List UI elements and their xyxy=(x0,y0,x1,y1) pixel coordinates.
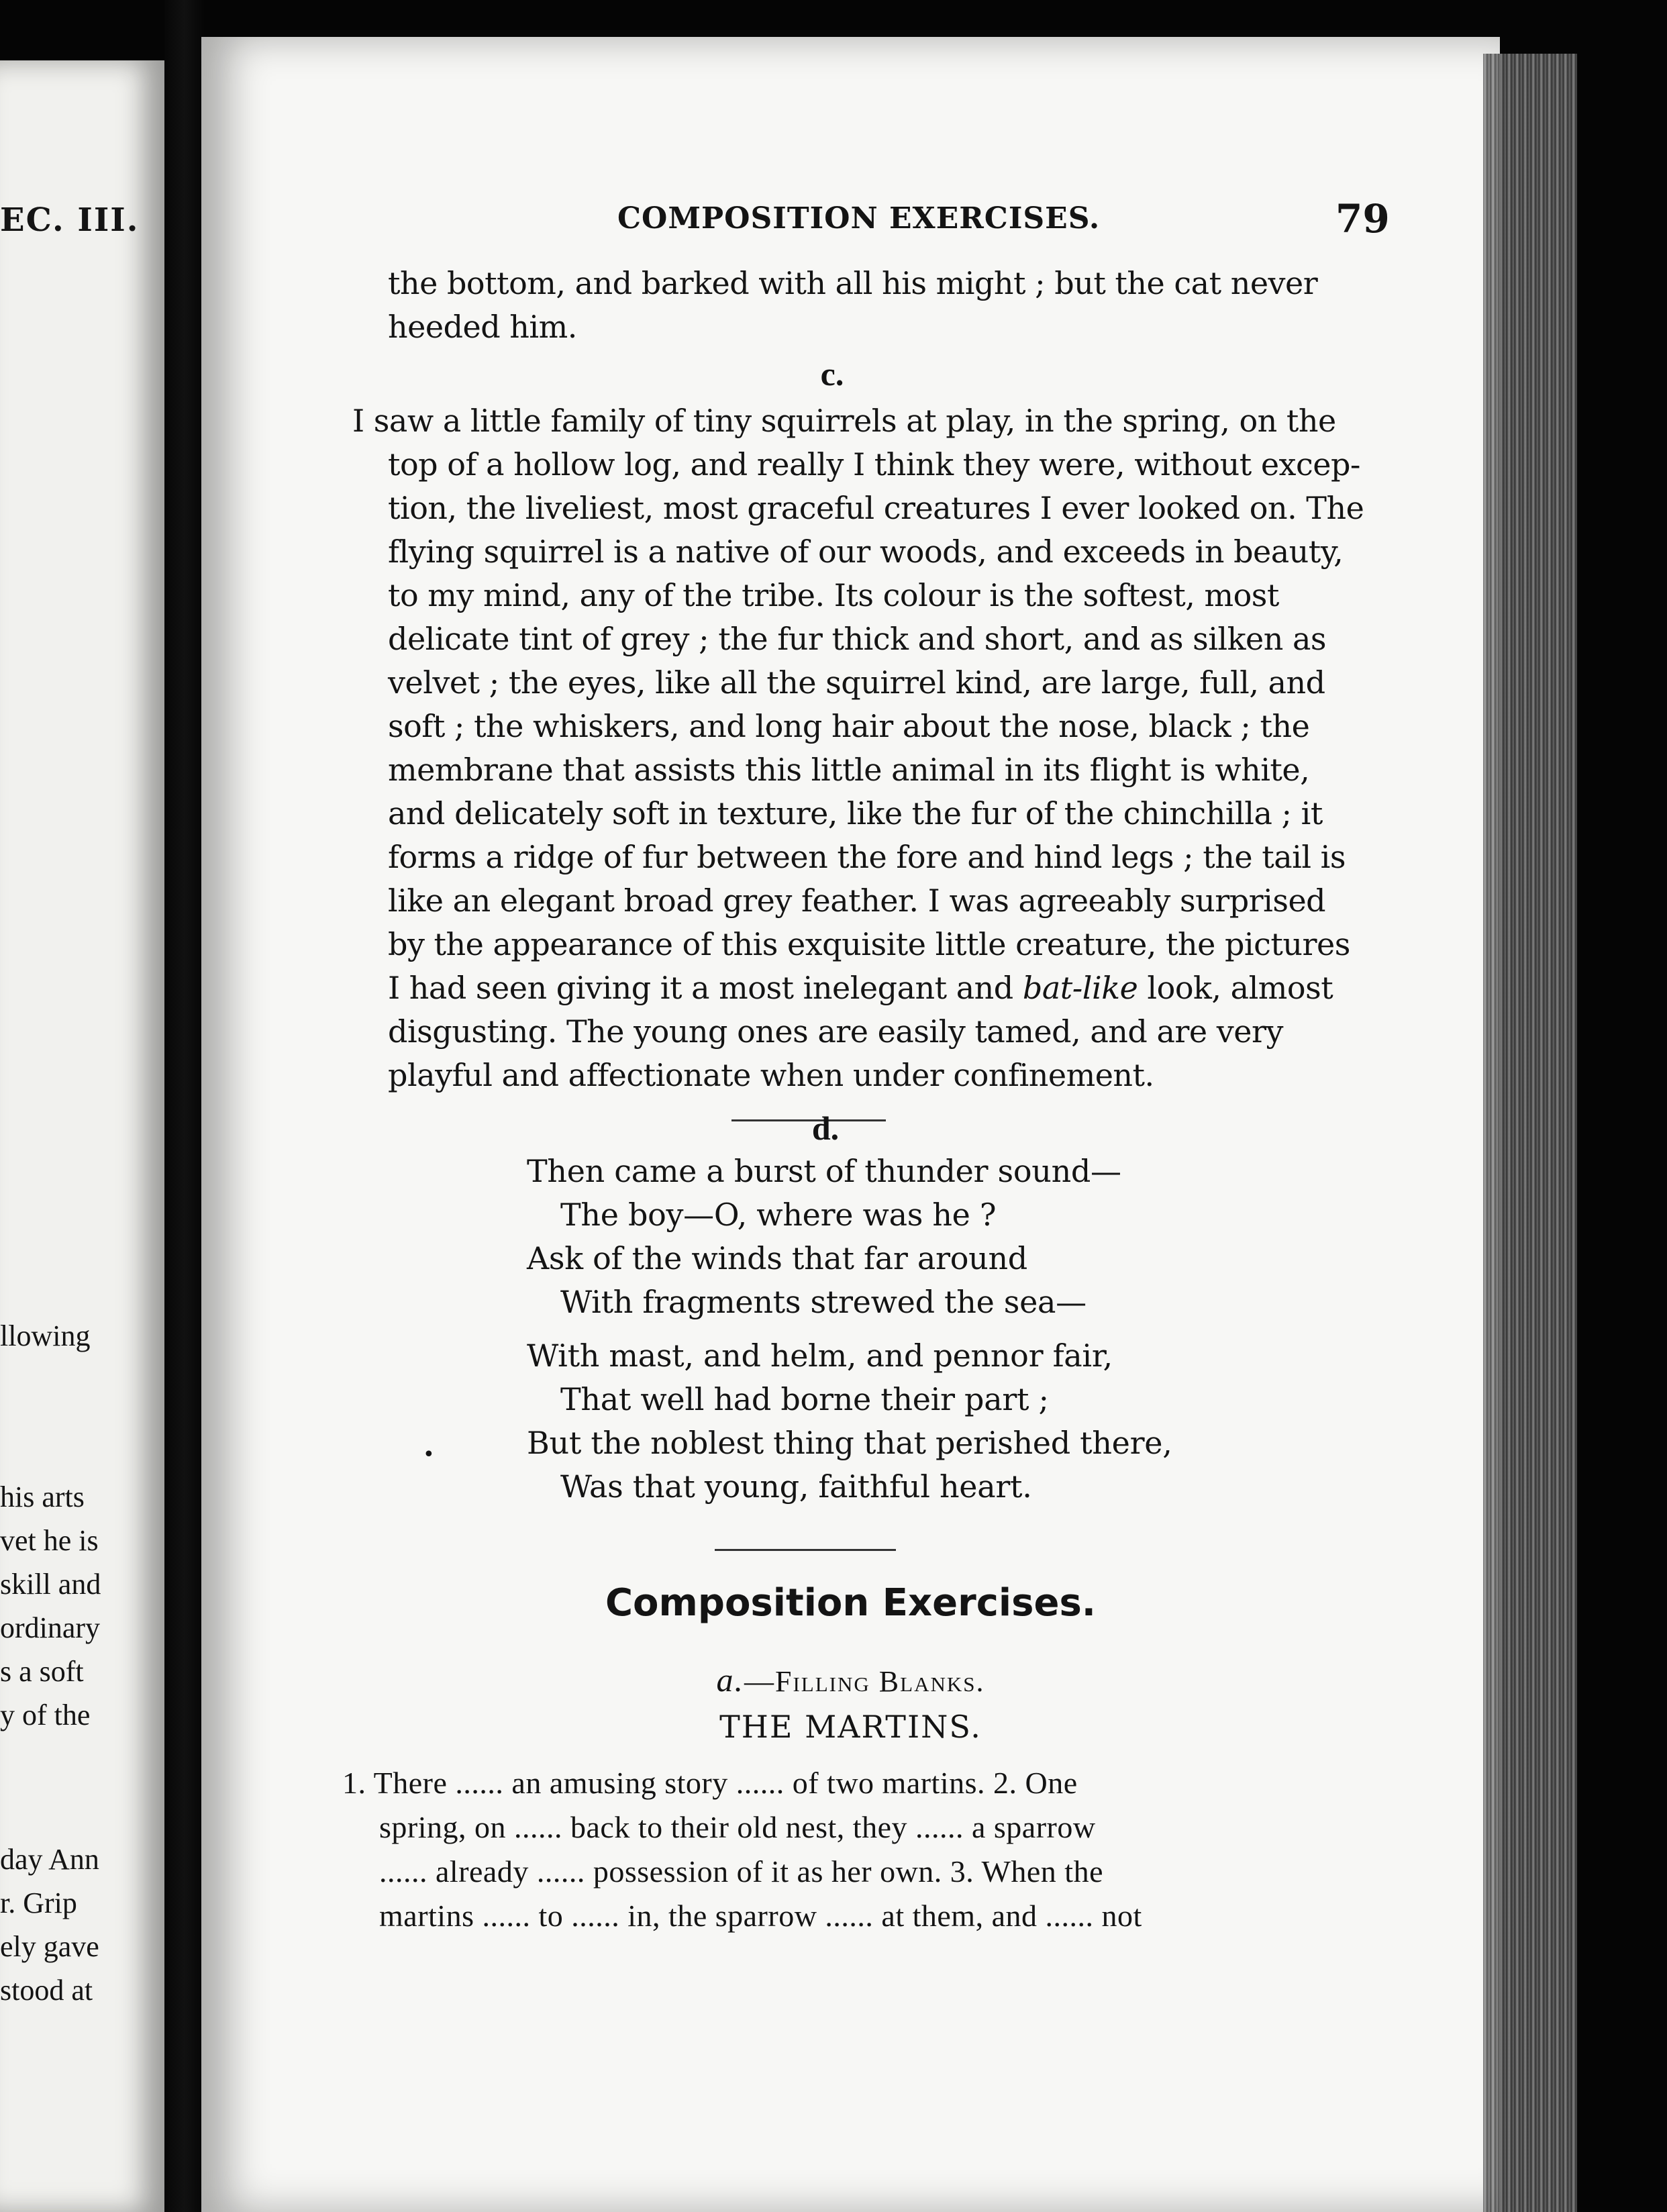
paragraph-line: forms a ridge of fur between the fore and hind legs ; the tail is xyxy=(388,839,1346,875)
previous-page-fragment-line: stood at xyxy=(0,1974,93,2007)
poem-line: Then came a burst of thunder sound— xyxy=(527,1153,1121,1189)
poem-line: But the noblest thing that perished there, xyxy=(527,1425,1172,1461)
paragraph-line: to my mind, any of the tribe. Its colour is the softest, most xyxy=(388,577,1279,613)
paragraph-line: velvet ; the eyes, like all the squirrel kind, are large, full, and xyxy=(388,664,1325,701)
paragraph-line: I saw a little family of tiny squirrels at play, in the spring, on the xyxy=(352,403,1336,439)
story-line: spring, on ...... back to their old nest, they ...... a sparrow xyxy=(379,1810,1096,1844)
page-edges xyxy=(1483,54,1577,2212)
paragraph-line-start: I had seen giving it a most inelegant and xyxy=(388,970,1013,1006)
paragraph-line: by the appearance of this exquisite little creature, the pictures xyxy=(388,926,1350,962)
story-line: 1. There ...... an amusing story ...... of two martins. 2. One xyxy=(342,1766,1078,1800)
poem-line: Ask of the winds that far around xyxy=(527,1240,1027,1276)
previous-page-fragment-line: r. Grip xyxy=(0,1887,77,1919)
paragraph-line: like an elegant broad grey feather. I was agreeably surprised xyxy=(388,883,1326,919)
poem-line: With mast, and helm, and pennor fair, xyxy=(527,1338,1113,1374)
previous-page-fragment-line: day Ann xyxy=(0,1843,99,1876)
poem-line: That well had borne their part ; xyxy=(560,1381,1049,1417)
story-line: ...... already ...... possession of it as her own. 3. When the xyxy=(379,1854,1104,1889)
paragraph-line: top of a hollow log, and really I think they were, without excep- xyxy=(388,446,1360,483)
previous-page-fragment-line: vet he is xyxy=(0,1524,99,1557)
paragraph-line: and delicately soft in texture, like the fur of the chinchilla ; it xyxy=(388,795,1323,832)
paragraph-line: membrane that assists this little animal in its flight is white, xyxy=(388,752,1310,788)
previous-page-fragment-line: llowing xyxy=(0,1319,91,1352)
paragraph-line: flying squirrel is a native of our woods, and exceeds in beauty, xyxy=(388,534,1344,570)
previous-page-fragment-line: his arts xyxy=(0,1480,85,1513)
paragraph-line: soft ; the whiskers, and long hair about the nose, black ; the xyxy=(388,708,1310,744)
section-c-letter: c. xyxy=(820,355,844,393)
previous-page-fragment-line: ordinary xyxy=(0,1611,101,1644)
book-gutter xyxy=(164,0,205,2212)
continuation-line: heeded him. xyxy=(388,309,577,345)
paragraph-line: disgusting. The young ones are easily tamed, and are very xyxy=(388,1013,1283,1050)
running-title: COMPOSITION EXERCISES. xyxy=(617,201,1101,236)
subsection-title: —Filling Blanks. xyxy=(744,1665,985,1698)
paragraph-line: delicate tint of grey ; the fur thick and short, and as silken as xyxy=(388,621,1327,657)
previous-page-fragment-line: skill and xyxy=(0,1568,101,1601)
section-divider xyxy=(715,1549,896,1551)
previous-page-fragment xyxy=(0,60,164,2212)
paragraph-line xyxy=(388,966,1378,1010)
poem-line: Was that young, faithful heart. xyxy=(560,1468,1032,1505)
section-d-letter: d. xyxy=(811,1109,840,1147)
previous-page-fragment-line: ely gave xyxy=(0,1930,99,1963)
story-line: martins ...... to ...... in, the sparrow ...... at them, and ...... not xyxy=(379,1899,1142,1933)
previous-page-fragment-line: y of the xyxy=(0,1699,91,1731)
story-title: THE MARTINS. xyxy=(719,1709,982,1745)
subsection-heading xyxy=(201,1660,1500,1699)
subsection-letter: a. xyxy=(716,1661,745,1699)
paragraph-line: tion, the liveliest, most graceful creatures I ever looked on. The xyxy=(388,490,1364,526)
poem-line: With fragments strewed the sea— xyxy=(560,1284,1087,1320)
italic-word: bat-like xyxy=(1022,970,1138,1006)
composition-heading: Composition Exercises. xyxy=(605,1581,1097,1625)
paragraph-line: playful and affectionate when under confinement. xyxy=(388,1057,1154,1093)
previous-page-header: EC. III. xyxy=(0,201,140,239)
poem-line: The boy—O, where was he ? xyxy=(560,1197,997,1233)
paragraph-line-end: look, almost xyxy=(1138,970,1333,1006)
page-number: 79 xyxy=(1335,196,1390,242)
continuation-line: the bottom, and barked with all his might ; but the cat never xyxy=(388,265,1318,301)
print-mark: • xyxy=(423,1443,435,1466)
previous-page-fragment-line: s a soft xyxy=(0,1655,84,1688)
